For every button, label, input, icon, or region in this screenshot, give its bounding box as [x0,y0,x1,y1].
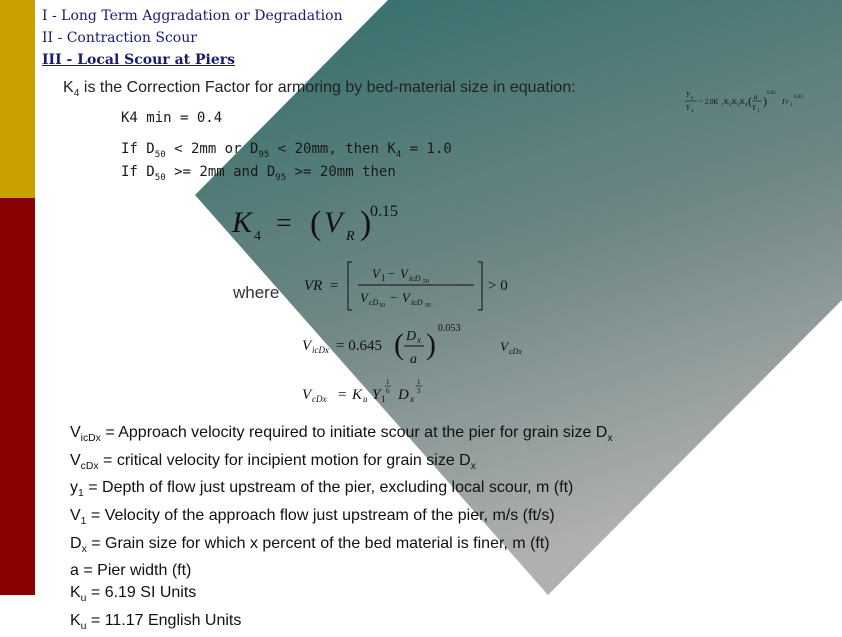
svg-text:V: V [372,266,380,281]
svg-text:u: u [363,394,368,404]
svg-text:s: s [691,96,693,101]
vcdx-equation [300,372,480,412]
svg-text:cDx: cDx [509,347,522,356]
def-symbol: K [70,583,81,601]
where-label: where [233,283,280,302]
svg-text:=: = [330,278,339,294]
svg-text:icD: icD [409,274,421,283]
def-symbol: V [70,507,81,525]
svg-text:6: 6 [386,387,390,395]
svg-text:2: 2 [729,103,732,108]
svg-text:50: 50 [423,279,429,285]
def-text: = 6.19 SI Units [86,583,197,601]
svg-text:a: a [410,352,417,367]
svg-text:1: 1 [417,378,421,386]
cond1-sub-a: 50 [154,149,166,160]
cond2-sub-a: 50 [154,172,166,183]
header-item-2: II - Contraction Scour [42,30,197,46]
def-subscript: cDx [80,460,99,472]
header-item-3-active: III - Local Scour at Piers [42,52,235,68]
def-subscript: u [80,620,87,632]
svg-text:1: 1 [691,109,694,114]
definition-item [70,560,613,582]
def-text: = critical velocity for incipient motion for grain size D [98,451,471,469]
def-subscript: x [81,543,87,555]
definition-item [70,533,613,561]
svg-text:K: K [740,98,746,106]
definitions-list [70,422,613,637]
cond1-sub-c: 4 [395,149,402,160]
svg-text:= 2.0K: = 2.0K [699,98,719,106]
cond1-part-c: < 20mm, then K [269,141,396,157]
svg-text:D: D [406,329,417,344]
svg-text:R: R [346,229,355,244]
svg-text:=: = [338,387,347,403]
svg-text:4: 4 [745,103,748,108]
def-text: = Grain size for which x percent of the bed material is finer, m (ft) [86,534,550,552]
svg-text:V: V [324,206,343,239]
cond2-part-a: If D [121,164,155,180]
svg-text:K: K [352,387,363,403]
svg-text:1: 1 [757,109,760,114]
svg-text:50: 50 [379,303,385,309]
cond2-part-b: >= 2mm and D [165,164,276,180]
def-tail-subscript: x [607,433,613,445]
svg-text:=: = [276,208,292,239]
def-symbol: a [70,562,79,580]
svg-text:icD: icD [411,298,423,307]
cond1-part-d: = 1.0 [401,141,452,157]
svg-text:> 0: > 0 [488,278,508,294]
svg-text:): ) [763,94,767,108]
svg-text:Y: Y [686,104,690,112]
svg-text:x: x [410,394,414,404]
svg-text:K: K [232,206,253,239]
scour-equation [684,86,814,118]
def-subscript: icDx [80,433,101,445]
vr-equation [302,256,522,316]
svg-text:(: ( [394,328,404,361]
svg-text:Y: Y [752,104,756,112]
def-symbol: D [70,534,82,552]
svg-text:cDx: cDx [312,394,327,404]
definition-item [70,582,613,610]
condition-line-1 [121,141,452,160]
svg-text:1: 1 [721,103,724,108]
svg-text:V: V [500,339,508,354]
def-subscript: 1 [80,516,87,528]
svg-text:3: 3 [737,103,740,108]
svg-text:a: a [754,93,758,101]
def-subscript: 1 [78,488,84,500]
k4-equation [228,196,428,246]
svg-text:x: x [417,335,421,345]
cond1-part-b: < 2mm or D [165,141,259,157]
svg-text:V: V [360,290,368,305]
svg-text:K: K [724,98,730,106]
svg-text:0.65: 0.65 [767,91,776,96]
def-symbol: V [70,424,81,441]
svg-text:cD: cD [369,298,379,307]
header-item-1: I - Long Term Aggradation or Degradation [42,8,343,24]
svg-text:V: V [302,387,312,403]
cond1-part-a: If D [121,141,155,157]
svg-text:Y: Y [686,91,690,99]
svg-text:1: 1 [386,378,390,386]
svg-text:D: D [398,387,409,403]
intro-k-symbol: K [63,79,74,96]
condition-line-2 [121,164,396,183]
svg-text:V: V [402,290,410,305]
def-subscript: u [80,593,87,605]
svg-text:1: 1 [381,394,386,404]
svg-text:−: − [388,266,396,281]
svg-text:icDx: icDx [312,345,329,355]
intro-text [63,79,576,99]
svg-text:(: ( [748,94,752,108]
def-text: = Velocity of the approach flow just upstream of the pier, m/s (ft/s) [86,507,555,525]
svg-text:95: 95 [425,303,431,309]
svg-text:0.43: 0.43 [794,95,803,100]
def-text: = Pier width (ft) [78,562,192,580]
definition-item [70,422,613,450]
definition-item [70,505,613,533]
def-tail-subscript: x [470,460,476,472]
svg-text:4: 4 [254,229,261,244]
svg-text:(: ( [310,205,322,242]
svg-text:K: K [732,98,738,106]
svg-text:): ) [360,205,372,242]
intro-k-subscript: 4 [73,88,80,100]
svg-text:1: 1 [381,273,386,283]
k4-min-condition: K4 min = 0.4 [121,110,223,126]
svg-text:Fr: Fr [782,98,789,106]
cond2-sub-b: 95 [275,172,287,183]
svg-text:0.053: 0.053 [438,323,461,334]
definition-item [70,477,613,505]
svg-text:= 0.645: = 0.645 [336,338,382,354]
def-text: = 11.17 English Units [86,611,242,629]
def-symbol: K [70,611,81,629]
cond1-sub-b: 95 [258,149,270,160]
def-text: = Approach velocity required to initiate scour at the pier for grain size D [100,424,608,441]
def-symbol: y [70,479,78,497]
svg-text:Y: Y [372,387,381,403]
svg-text:V: V [400,266,408,281]
svg-text:VR: VR [304,278,323,294]
svg-text:−: − [390,290,398,305]
definition-item [70,610,613,637]
svg-text:3: 3 [417,387,421,395]
intro-description: is the Correction Factor for armoring by bed-material size in equation: [79,79,576,96]
vicdx-equation [300,318,540,372]
svg-text:1: 1 [790,103,793,108]
svg-text:): ) [426,328,436,361]
cond2-part-c: >= 20mm then [286,164,396,180]
svg-text:0.15: 0.15 [370,203,398,220]
svg-text:V: V [302,338,312,354]
def-text: = Depth of flow just upstream of the pier, excluding local scour, m (ft) [83,479,574,497]
definition-item [70,450,613,478]
def-symbol: V [70,451,81,469]
